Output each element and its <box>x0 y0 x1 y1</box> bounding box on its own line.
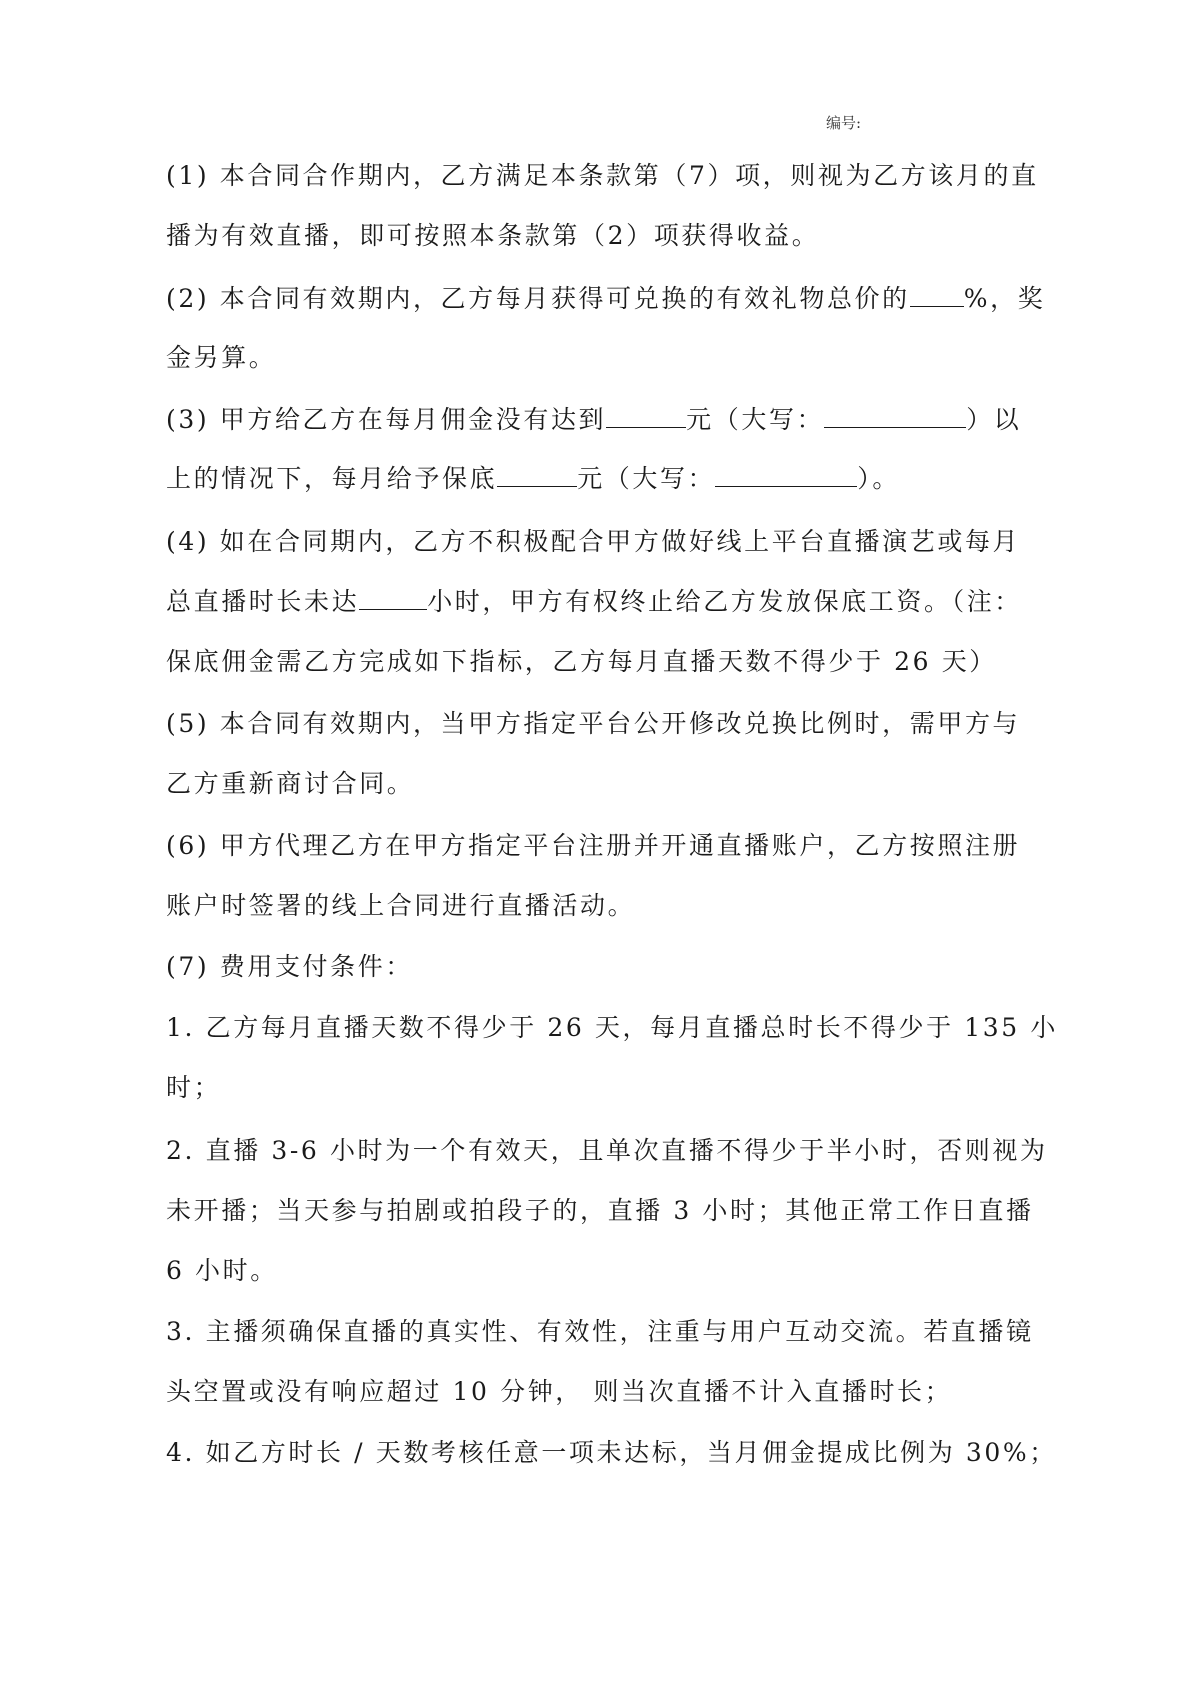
condition-4-line-1: 4. 如乙方时长 / 天数考核任意一项未达标，当月佣金提成比例为 30%； <box>166 1438 1057 1467</box>
hours-blank <box>359 587 427 610</box>
condition-1-line-1: 1. 乙方每月直播天数不得少于 26 天，每月直播总时长不得少于 135 小 <box>166 1013 1058 1042</box>
clause-5-line-1: (5) 本合同有效期内，当甲方指定平台公开修改兑换比例时，需甲方与 <box>166 709 1021 738</box>
clause-4-line-3: 保底佣金需乙方完成如下指标，乙方每月直播天数不得少于 26 天） <box>166 647 997 676</box>
clause-7-line-1: (7) 费用支付条件： <box>166 952 413 981</box>
clause-4-line-1: (4) 如在合同期内，乙方不积极配合甲方做好线上平台直播演艺或每月 <box>166 527 1021 556</box>
clause-1-line-2: 播为有效直播，即可按照本条款第（2）项获得收益。 <box>166 221 820 250</box>
clause-2-text-a: (2) 本合同有效期内，乙方每月获得可兑换的有效礼物总价的 <box>166 284 910 313</box>
condition-1-line-2: 时； <box>166 1073 222 1102</box>
clause-5-line-2: 乙方重新商讨合同。 <box>166 769 415 798</box>
clause-2-line-2: 金另算。 <box>166 343 277 372</box>
clause-3-text-e: 元（大写： <box>577 464 716 493</box>
clause-3-line-2 <box>166 463 900 495</box>
clause-1-line-1: (1) 本合同合作期内，乙方满足本条款第（7）项，则视为乙方该月的直 <box>166 161 1039 190</box>
condition-3-line-2: 头空置或没有响应超过 10 分钟， 则当次直播不计入直播时长； <box>166 1377 953 1406</box>
clause-2-text-b: %，奖 <box>963 284 1046 313</box>
percent-blank <box>910 284 964 307</box>
clause-3-text-c: ）以 <box>966 405 1022 434</box>
clause-3-text-d: 上的情况下，每月给予保底 <box>166 464 498 493</box>
clause-4-line-2 <box>166 586 1022 618</box>
condition-2-line-1: 2. 直播 3-6 小时为一个有效天，且单次直播不得少于半小时，否则视为 <box>166 1136 1048 1165</box>
clause-3-text-a: (3) 甲方给乙方在每月佣金没有达到 <box>166 405 607 434</box>
clause-4-text-b: 小时，甲方有权终止给乙方发放保底工资。（注： <box>427 587 1022 616</box>
clause-3-line-1 <box>166 404 1021 436</box>
document-number-label: 编号: <box>826 114 862 132</box>
clause-3-text-f: ）。 <box>857 464 900 493</box>
clause-2-line-1 <box>166 283 1045 315</box>
commission-amount-words-blank <box>824 405 966 428</box>
guarantee-amount-blank <box>497 464 577 487</box>
condition-2-line-2: 未开播；当天参与拍剧或拍段子的，直播 3 小时；其他正常工作日直播 <box>166 1196 1034 1225</box>
commission-amount-blank <box>606 405 686 428</box>
clause-4-text-a: 总直播时长未达 <box>166 587 360 616</box>
condition-3-line-1: 3. 主播须确保直播的真实性、有效性，注重与用户互动交流。若直播镜 <box>166 1317 1034 1346</box>
clause-3-text-b: 元（大写： <box>686 405 825 434</box>
condition-2-line-3: 6 小时。 <box>166 1256 278 1285</box>
guarantee-amount-words-blank <box>715 464 857 487</box>
clause-6-line-1: (6) 甲方代理乙方在甲方指定平台注册并开通直播账户，乙方按照注册 <box>166 831 1021 860</box>
clause-6-line-2: 账户时签署的线上合同进行直播活动。 <box>166 891 636 920</box>
